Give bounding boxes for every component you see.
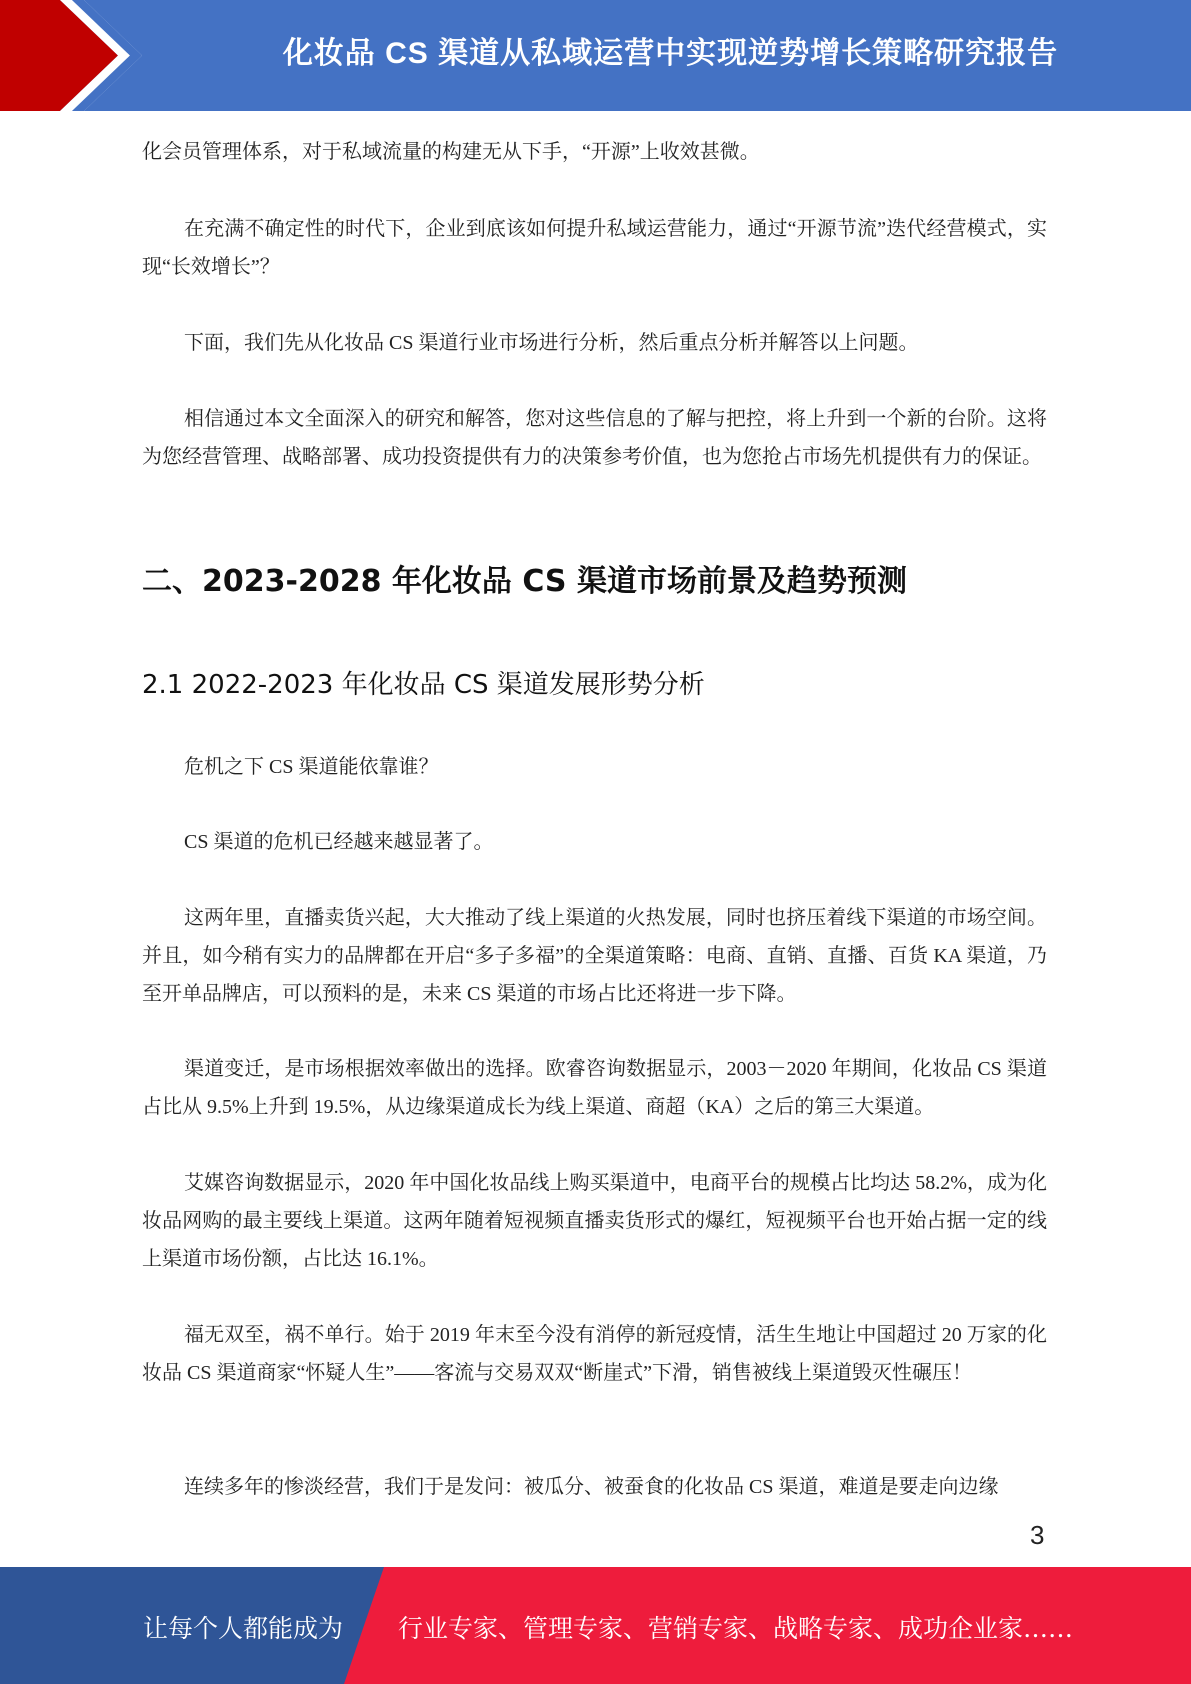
header-chevron-decoration — [0, 0, 170, 111]
paragraph: 这两年里，直播卖货兴起，大大推动了线上渠道的火热发展，同时也挤压着线下渠道的市场空间。并且，如今稍有实力的品牌都在开启“多子多福”的全渠道策略：电商、直销、直播、百货 KA 渠道，乃至开单品牌店，可以预料的是，未来 CS 渠道的市场占比还将进一步下降。 — [142, 907, 1047, 1005]
page-number: 3 — [1030, 1520, 1045, 1550]
paragraph: 渠道变迁，是市场根据效率做出的选择。欧睿咨询数据显示，2003－2020 年期间，化妆品 CS 渠道占比从 9.5%上升到 19.5%，从边缘渠道成长为线上渠道、商超（KA）之后的第三大渠道。 — [142, 1058, 1047, 1118]
page-footer — [0, 1567, 1191, 1684]
report-title: 化妆品 CS 渠道从私域运营中实现逆势增长策略研究报告 — [282, 37, 1059, 70]
footer-slogan-left: 让每个人都能成为 — [143, 1614, 344, 1643]
intro-text — [142, 324, 1047, 362]
paragraph: 连续多年的惨淡经营，我们于是发问：被瓜分、被蚕食的化妆品 CS 渠道，难道是要走向边缘 — [184, 1476, 999, 1498]
paragraph: 危机之下 CS 渠道能依靠谁？ — [184, 756, 439, 778]
section-text — [142, 1468, 1047, 1506]
paragraph: 化会员管理体系，对于私域流量的构建无从下手，“开源”上收效甚微。 — [142, 141, 760, 163]
paragraph: 艾媒咨询数据显示，2020 年中国化妆品线上购买渠道中，电商平台的规模占比均达 58.2%，成为化妆品网购的最主要线上渠道。这两年随着短视频直播卖货形式的爆红，短视频平台也开始占据一定的线上渠道市场份额，占比达 16.1%。 — [142, 1172, 1047, 1270]
paragraph: 福无双至，祸不单行。始于 2019 年末至今没有消停的新冠疫情，活生生地让中国超过 20 万家的化妆品 CS 渠道商家“怀疑人生”——客流与交易双双“断崖式”下滑，销售被线上渠道毁灭性碾压！ — [142, 1324, 1047, 1384]
paragraph: CS 渠道的危机已经越来越显著了。 — [184, 831, 494, 853]
subsection-heading: 2.1 2022-2023 年化妆品 CS 渠道发展形势分析 — [142, 670, 705, 700]
page-header — [0, 0, 1191, 111]
section-text — [142, 1316, 1047, 1392]
paragraph: 相信通过本文全面深入的研究和解答，您对这些信息的了解与把控，将上升到一个新的台阶。这将为您经营管理、战略部署、成功投资提供有力的决策参考价值，也为您抢占市场先机提供有力的保证。 — [142, 408, 1047, 468]
section-text — [142, 1050, 1047, 1126]
section-text — [142, 748, 1047, 786]
section-text — [142, 1164, 1047, 1278]
section-text — [142, 899, 1047, 1013]
intro-text — [142, 210, 1047, 286]
paragraph: 在充满不确定性的时代下，企业到底该如何提升私域运营能力，通过“开源节流”迭代经营模式，实现“长效增长”？ — [142, 218, 1047, 278]
footer-slogan-right: 行业专家、管理专家、营销专家、战略专家、成功企业家…… — [398, 1614, 1074, 1643]
intro-text — [142, 400, 1047, 476]
intro-text — [142, 133, 1047, 171]
paragraph: 下面，我们先从化妆品 CS 渠道行业市场进行分析，然后重点分析并解答以上问题。 — [184, 332, 919, 354]
section-text — [142, 823, 1047, 861]
section-heading: 二、2023-2028 年化妆品 CS 渠道市场前景及趋势预测 — [142, 564, 907, 599]
